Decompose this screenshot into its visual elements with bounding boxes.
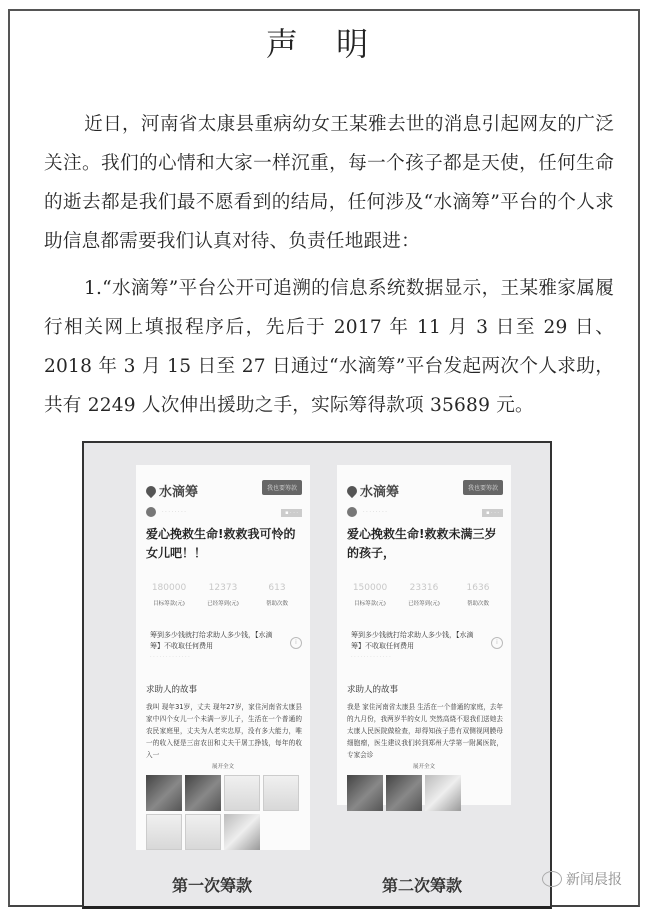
stats-row: 180000 目标筹款(元) 12373 已经筹到(元) 613 帮助次数 [151,583,288,607]
photo-thumb[interactable] [224,814,260,850]
avatar [146,507,156,517]
caption-second-fundraiser: 第二次筹款 [382,876,463,895]
fee-notice: 筹到多少钱就打给求助人多少钱，【水滴筹】不收取任何费用 · · · · · · · · · · · · · [351,631,474,660]
story-title: 求助人的故事 [347,685,399,695]
photo-thumb[interactable] [263,775,299,811]
fundraiser-headline: 爱心挽救生命!救救我可怜的女儿吧！！ [146,527,296,560]
author-row: · · · · · · · · [146,507,186,517]
photo-thumb[interactable] [146,775,182,811]
brand-logo: 水滴筹 [347,481,399,500]
photo-thumb[interactable] [386,775,422,811]
stats-row: 150000 目标筹款(元) 23316 已经筹到(元) 1636 帮助次数 [352,583,490,607]
start-fundraiser-button[interactable]: 我也要筹款 [463,480,503,495]
start-fundraiser-button[interactable]: 我也要筹款 [262,480,302,495]
source-watermark: 新闻晨报 [542,869,622,889]
info-icon[interactable]: i [290,637,302,649]
story-title: 求助人的故事 [146,685,198,695]
fundraiser-headline: 爱心挽救生命!救救未满三岁的孩子， [347,527,497,560]
info-icon[interactable]: i [491,637,503,649]
expand-full-text-link[interactable]: 展开全文 [211,764,234,770]
fundraiser-card-first [136,465,310,850]
caption-first-fundraiser: 第一次筹款 [172,876,253,895]
screenshot-panel [82,441,552,909]
page-title: 声 明 [265,25,383,63]
paragraph-point-1: 1.“水滴筹”平台公开可追溯的信息系统数据显示，王某雅家属履行相关网上填报程序后，先后于 2017 年 11 月 3 日至 29 日、2018 年 3 月 15 日至 27 日通过“水滴筹”平台发起两次个人求助，共有 2249 人次伸出援助之手，实际筹得款项 35689 元。 [44,278,614,416]
fundraiser-card-second [337,465,511,805]
photo-thumb[interactable] [185,775,221,811]
statement-page [8,9,640,907]
story-text: 我是 家住河南省太康县 生活在一个普通的家庭，去年的九月份，我两岁半的女儿 突然高烧不退我们送她去太康人民医院做检查，却得知孩子患有双侧视网膜母细胞瘤，医生建议我们转到郑州大学第一附属医院，专家会诊 [347,703,503,759]
paragraph-intro: 近日，河南省太康县重病幼女王某雅去世的消息引起网友的广泛关注。我们的心情和大家一样沉重，每一个孩子都是天使，任何生命的逝去都是我们最不愿看到的结局，任何涉及“水滴筹”平台的个人求助信息都需要我们认真对待、负责任地跟进： [44,114,614,252]
share-tag: ▪ · · · [281,509,302,517]
water-drop-icon [144,483,158,497]
story-text: 我叫 现年31岁，丈夫 现年27岁，家住河南省太康县 家中四个女儿一个未满一岁儿子，生活在一个普通的农民家庭里，丈夫为人老实忠厚，没有多大能力，唯一的收入便是三亩农田和丈夫干屠工挣钱，每年的收入一 [146,703,302,759]
expand-full-text-link[interactable]: 展开全文 [412,764,435,770]
photo-thumb[interactable] [224,775,260,811]
water-drop-icon [345,483,359,497]
fee-notice: 筹到多少钱就打给求助人多少钱，【水滴筹】不收取任何费用 · · · · · · · · · · · · · [150,631,273,660]
photo-thumb[interactable] [425,775,461,811]
photo-thumb[interactable] [185,814,221,850]
photo-grid [146,775,306,850]
share-tag: ▪ · · · [482,509,503,517]
photo-grid [347,775,507,811]
photo-thumb[interactable] [146,814,182,850]
wechat-icon [542,871,562,887]
author-row: · · · · · · · · [347,507,387,517]
photo-thumb[interactable] [347,775,383,811]
avatar [347,507,357,517]
brand-logo: 水滴筹 [146,481,198,500]
